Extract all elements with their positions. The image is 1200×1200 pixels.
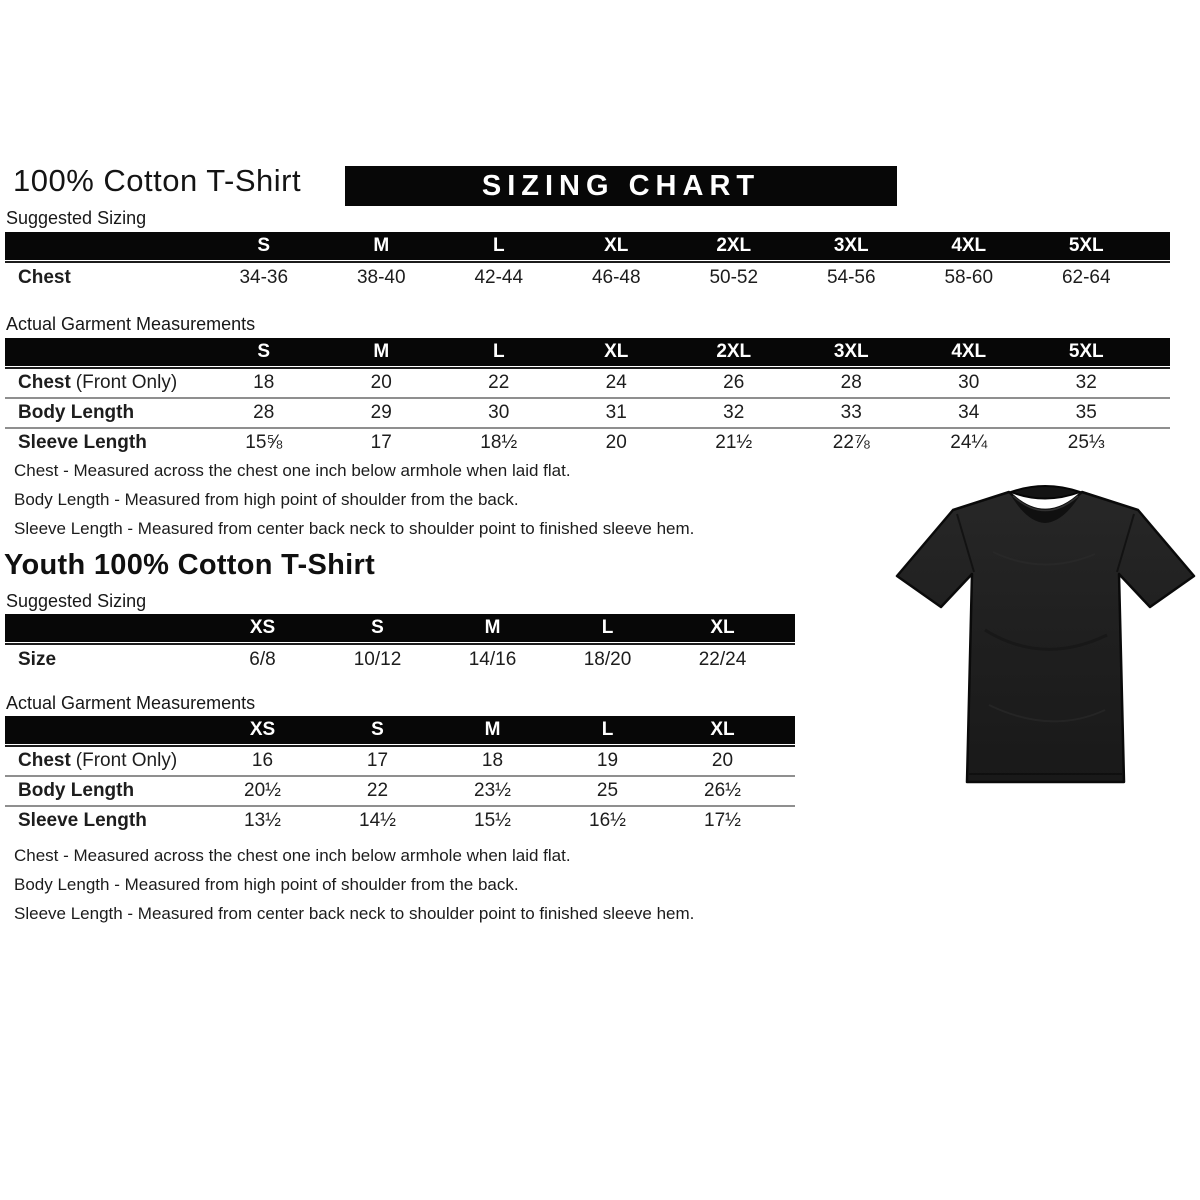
cell: 20 bbox=[370, 372, 392, 393]
cell: 18½ bbox=[480, 432, 518, 453]
column-header: 3XL bbox=[833, 341, 869, 362]
row-label: Chest (Front Only) bbox=[18, 372, 178, 393]
column-header: L bbox=[492, 341, 505, 362]
table-row bbox=[5, 645, 795, 675]
cell: 24 bbox=[605, 372, 627, 393]
table-header-row bbox=[5, 614, 795, 642]
column-header: S bbox=[257, 235, 271, 256]
column-header: L bbox=[601, 617, 614, 638]
column-header: XS bbox=[249, 719, 276, 740]
cell: 62-64 bbox=[1061, 267, 1111, 288]
cell: 42-44 bbox=[474, 267, 524, 288]
cell: 22 bbox=[366, 780, 389, 801]
column-header: 3XL bbox=[833, 235, 869, 256]
youth-suggested-sizing-label: Suggested Sizing bbox=[6, 591, 147, 611]
row-label: Size bbox=[18, 649, 57, 670]
note-line: Chest - Measured across the chest one inch below armhole when laid flat. bbox=[14, 461, 571, 480]
cell: 38-40 bbox=[356, 267, 406, 288]
adult-actual-measurements-label: Actual Garment Measurements bbox=[6, 314, 256, 334]
cell: 20½ bbox=[244, 780, 281, 801]
cell: 17 bbox=[370, 432, 392, 453]
sizing-chart-banner-text: SIZING CHART bbox=[481, 169, 761, 202]
note-line: Sleeve Length - Measured from center back neck to shoulder point to finished sleeve hem. bbox=[14, 519, 695, 538]
cell: 17 bbox=[366, 750, 389, 771]
cell: 50-52 bbox=[709, 267, 759, 288]
cell: 20 bbox=[711, 750, 734, 771]
youth-actual-measurements-table bbox=[5, 716, 795, 835]
cell: 58-60 bbox=[944, 267, 994, 288]
column-header: 4XL bbox=[951, 235, 987, 256]
tshirt-image bbox=[893, 480, 1198, 805]
note-line: Sleeve Length - Measured from center back neck to shoulder point to finished sleeve hem. bbox=[14, 904, 695, 923]
table-header-row bbox=[5, 338, 1170, 366]
adult-suggested-sizing-label: Suggested Sizing bbox=[6, 208, 147, 228]
cell: 22 bbox=[488, 372, 510, 393]
cell: 25⅓ bbox=[1067, 432, 1105, 453]
cell: 13½ bbox=[244, 810, 281, 831]
tshirt-illustration bbox=[893, 480, 1198, 805]
cell: 21½ bbox=[715, 432, 753, 453]
cell: 32 bbox=[723, 402, 745, 423]
column-header: XL bbox=[710, 617, 735, 638]
cell: 28 bbox=[253, 402, 275, 423]
cell: 14½ bbox=[359, 810, 396, 831]
cell: 32 bbox=[1075, 372, 1097, 393]
cell: 26 bbox=[723, 372, 745, 393]
column-header: XL bbox=[604, 235, 629, 256]
cell: 29 bbox=[370, 402, 392, 423]
cell: 25 bbox=[596, 780, 619, 801]
note-line: Body Length - Measured from high point of shoulder from the back. bbox=[14, 875, 519, 894]
column-header: XL bbox=[604, 341, 629, 362]
cell: 18 bbox=[253, 372, 275, 393]
cell: 22/24 bbox=[698, 649, 747, 670]
row-label: Sleeve Length bbox=[18, 432, 147, 453]
table-header-row bbox=[5, 716, 795, 744]
cell: 30 bbox=[488, 402, 510, 423]
cell: 18/20 bbox=[583, 649, 632, 670]
page-title: 100% Cotton T-Shirt bbox=[13, 163, 302, 198]
table-row bbox=[5, 747, 795, 775]
table-row bbox=[5, 397, 1170, 427]
column-header: S bbox=[257, 341, 271, 362]
column-header: 4XL bbox=[951, 341, 987, 362]
sizing-chart-banner bbox=[345, 166, 897, 206]
youth-section-title: Youth 100% Cotton T-Shirt bbox=[4, 549, 376, 581]
cell: 10/12 bbox=[353, 649, 402, 670]
column-header: S bbox=[371, 617, 384, 638]
column-header: XL bbox=[710, 719, 735, 740]
cell: 20 bbox=[605, 432, 627, 453]
column-header: L bbox=[601, 719, 614, 740]
table-row bbox=[5, 369, 1170, 397]
cell: 46-48 bbox=[591, 267, 641, 288]
youth-suggested-sizing-table bbox=[5, 614, 795, 675]
cell: 23½ bbox=[474, 780, 511, 801]
row-label: Chest (Front Only) bbox=[18, 750, 178, 771]
cell: 30 bbox=[958, 372, 980, 393]
table-row bbox=[5, 805, 795, 835]
column-header: M bbox=[373, 341, 390, 362]
column-header: M bbox=[484, 617, 501, 638]
adult-measurement-notes bbox=[14, 456, 694, 543]
cell: 26½ bbox=[704, 780, 741, 801]
row-label: Chest bbox=[18, 267, 71, 288]
cell: 33 bbox=[840, 402, 862, 423]
table-row bbox=[5, 427, 1170, 457]
cell: 17½ bbox=[704, 810, 741, 831]
column-header: 2XL bbox=[716, 341, 752, 362]
cell: 31 bbox=[605, 402, 627, 423]
column-header: L bbox=[492, 235, 505, 256]
table-row bbox=[5, 263, 1170, 293]
youth-measurement-notes bbox=[14, 841, 694, 928]
row-label: Body Length bbox=[18, 402, 135, 423]
cell: 6/8 bbox=[249, 649, 276, 670]
cell: 16½ bbox=[589, 810, 626, 831]
column-header: S bbox=[371, 719, 384, 740]
note-line: Chest - Measured across the chest one inch below armhole when laid flat. bbox=[14, 846, 571, 865]
row-label: Sleeve Length bbox=[18, 810, 147, 831]
column-header: 2XL bbox=[716, 235, 752, 256]
row-label: Body Length bbox=[18, 780, 135, 801]
cell: 14/16 bbox=[468, 649, 517, 670]
column-header: M bbox=[373, 235, 390, 256]
table-header-row bbox=[5, 232, 1170, 260]
cell: 35 bbox=[1075, 402, 1097, 423]
cell: 18 bbox=[481, 750, 504, 771]
column-header: 5XL bbox=[1068, 341, 1104, 362]
column-header: M bbox=[484, 719, 501, 740]
table-row bbox=[5, 775, 795, 805]
cell: 34 bbox=[958, 402, 980, 423]
cell: 28 bbox=[840, 372, 862, 393]
adult-actual-measurements-table bbox=[5, 338, 1170, 457]
column-header: 5XL bbox=[1068, 235, 1104, 256]
column-header: XS bbox=[249, 617, 276, 638]
cell: 19 bbox=[596, 750, 619, 771]
cell: 22⅞ bbox=[832, 432, 870, 453]
cell: 15½ bbox=[474, 810, 511, 831]
cell: 15⅝ bbox=[245, 432, 283, 453]
youth-actual-measurements-label: Actual Garment Measurements bbox=[6, 693, 256, 713]
cell: 34-36 bbox=[239, 267, 289, 288]
cell: 16 bbox=[251, 750, 274, 771]
note-line: Body Length - Measured from high point of shoulder from the back. bbox=[14, 490, 519, 509]
adult-suggested-sizing-table bbox=[5, 232, 1170, 293]
cell: 54-56 bbox=[826, 267, 876, 288]
cell: 24¼ bbox=[950, 432, 988, 453]
